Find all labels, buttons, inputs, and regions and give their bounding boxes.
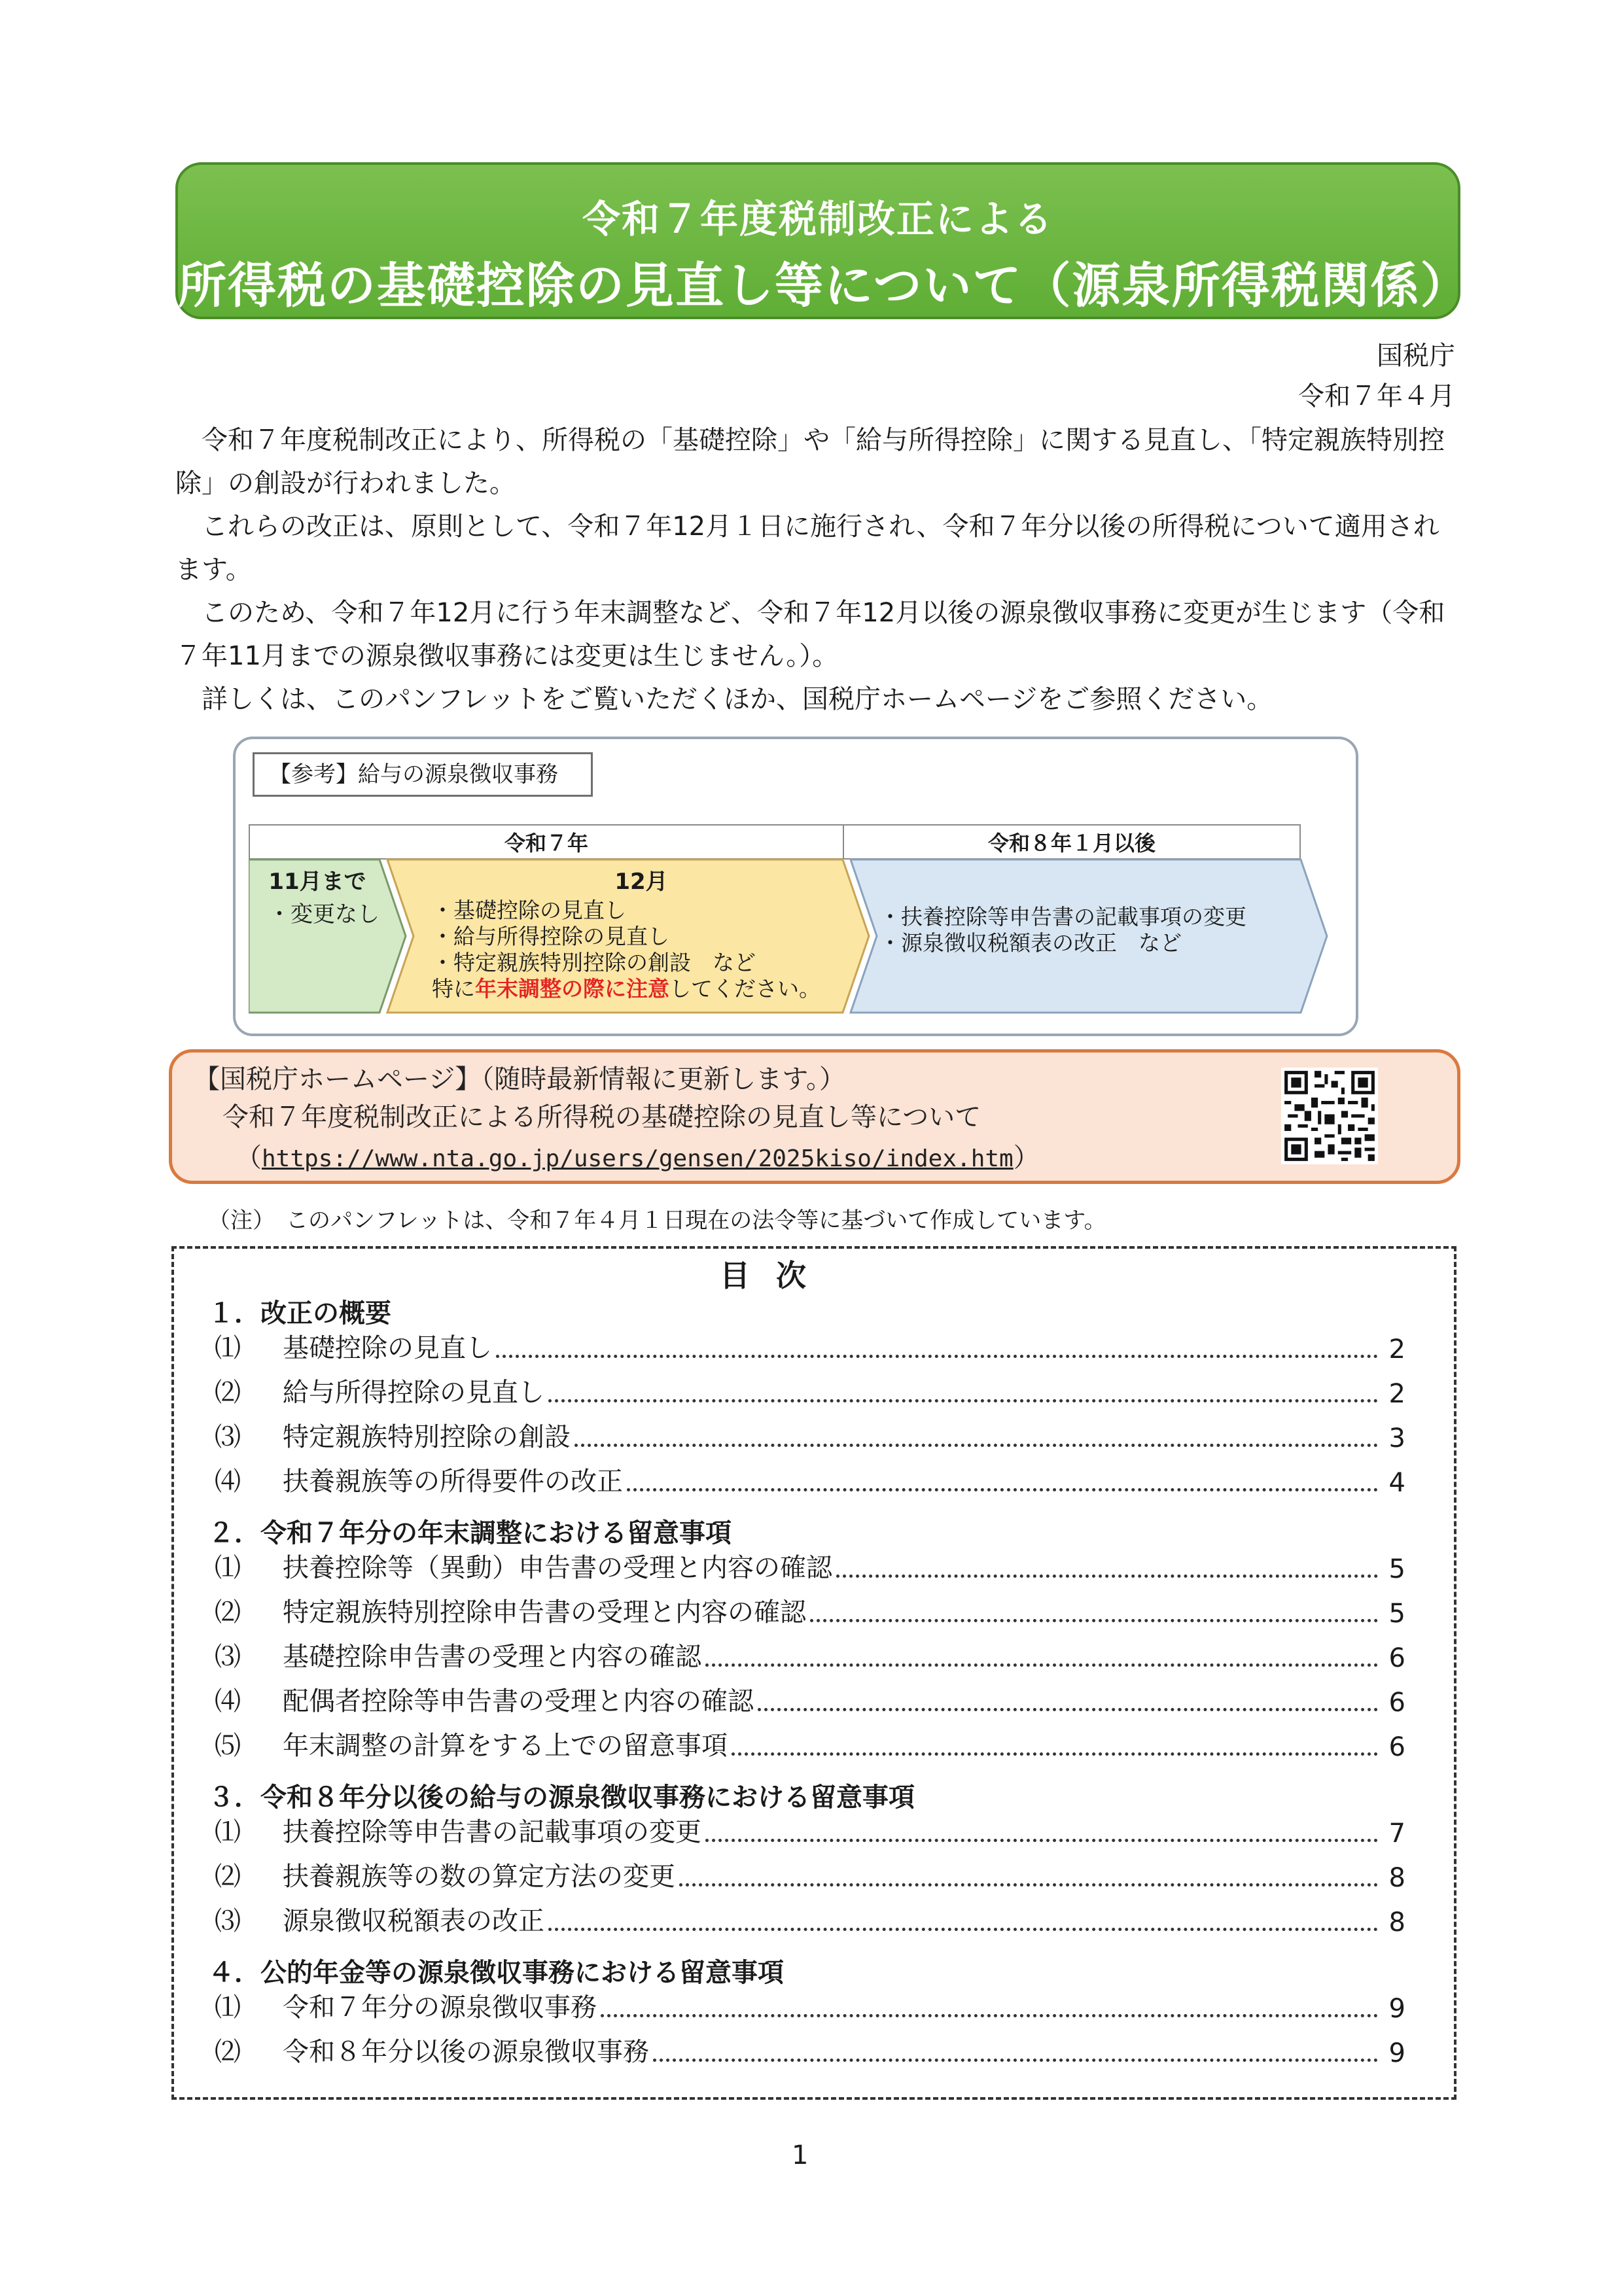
toc-item[interactable] — [215, 2032, 1405, 2068]
nta-link-title[interactable]: 令和７年度税制改正による所得税の基礎控除の見直し等について — [222, 1102, 981, 1132]
toc-section-4-heading: ４．公的年金等の源泉徴収事務における留意事項 — [208, 1958, 784, 1988]
toc-item[interactable] — [215, 1417, 1405, 1453]
toc-item-number: ⑵ — [215, 2037, 241, 2067]
toc-item[interactable] — [215, 1372, 1405, 1409]
toc-item-text: 源泉徴収税額表の改正 — [283, 1906, 544, 1936]
toc-item-text: 基礎控除申告書の受理と内容の確認 — [283, 1642, 701, 1672]
toc-item-text: 令和８年分以後の源泉徴収事務 — [283, 2037, 649, 2067]
dec-note-highlight: 年末調整の際に注意 — [475, 976, 669, 1001]
toc-item-page: 9 — [1388, 1994, 1405, 2024]
dec-item-1: ・基礎控除の見直し — [432, 897, 626, 923]
toc-item-number: ⑸ — [215, 1731, 241, 1761]
toc-item-page: 2 — [1388, 1379, 1405, 1409]
intro-paragraph-2: これらの改正は、原則として、令和７年12月１日に施行され、令和７年分以後の所得税について適用されます。 — [175, 512, 1439, 585]
dec-note — [432, 976, 821, 1002]
toc-item-text: 特定親族特別控除申告書の受理と内容の確認 — [283, 1597, 806, 1627]
toc-item-number: ⑶ — [215, 1422, 241, 1452]
toc-item-number: ⑶ — [215, 1906, 241, 1936]
nov-text: ・変更なし — [268, 901, 380, 928]
qr-code-icon[interactable] — [1281, 1068, 1378, 1164]
toc-item[interactable] — [215, 1726, 1405, 1762]
toc-item-page: 8 — [1388, 1907, 1405, 1938]
toc-title: 目次 — [720, 1258, 832, 1293]
toc-item-page: 6 — [1388, 1643, 1405, 1673]
toc-item-page: 9 — [1388, 2038, 1405, 2068]
toc-item-number: ⑴ — [215, 1817, 241, 1847]
toc-item[interactable] — [215, 1987, 1405, 2024]
toc-item-text: 扶養控除等申告書の記載事項の変更 — [283, 1817, 701, 1847]
toc-leader — [810, 1619, 1378, 1622]
year7-header: 令和７年 — [249, 824, 844, 860]
toc-item-number: ⑵ — [215, 1378, 241, 1408]
intro-paragraph-1: 令和７年度税制改正により、所得税の「基礎控除」や「給与所得控除」に関する見直し、「特定親族特別控除」の創設が行われました。 — [175, 425, 1445, 498]
toc-section-2-heading: ２．令和７年分の年末調整における留意事項 — [208, 1518, 732, 1548]
toc-item-number: ⑷ — [215, 1467, 241, 1497]
issuer: 国税庁 — [1377, 341, 1455, 371]
toc-item-number: ⑴ — [215, 1992, 241, 2023]
toc-item-text: 給与所得控除の見直し — [283, 1378, 544, 1408]
reference-tag: 【参考】給与の源泉徴収事務 — [253, 752, 593, 797]
toc-leader — [732, 1752, 1378, 1756]
title-banner — [175, 162, 1470, 319]
intro-paragraph-3: このため、令和７年12月に行う年末調整など、令和７年12月以後の源泉徴収事務に変更が生じます（令和７年11月までの源泉徴収事務には変更は生じません。）。 — [175, 598, 1445, 671]
toc-leader — [705, 1839, 1378, 1842]
page-number: 1 — [792, 2140, 809, 2170]
toc-item-number: ⑷ — [215, 1686, 241, 1716]
toc-item-text: 特定親族特別控除の創設 — [283, 1422, 571, 1452]
toc-leader — [627, 1488, 1378, 1491]
toc-item-number: ⑶ — [215, 1642, 241, 1672]
note: （注） このパンフレットは、令和７年４月１日現在の法令等に基づいて作成しています。 — [208, 1208, 1106, 1234]
title-line-1: 令和７年度税制改正による — [582, 197, 1053, 241]
dec-item-2: ・給与所得控除の見直し — [432, 924, 669, 949]
toc-item-text: 扶養親族等の所得要件の改正 — [283, 1467, 623, 1497]
toc-item-text: 年末調整の計算をする上での留意事項 — [283, 1731, 728, 1761]
later-item-1: ・扶養控除等申告書の記載事項の変更 — [879, 904, 1246, 930]
toc-leader — [601, 2014, 1378, 2017]
toc-item-page: 6 — [1388, 1688, 1405, 1718]
toc-item-text: 扶養親族等の数の算定方法の変更 — [283, 1862, 675, 1892]
url-close-paren: ） — [1013, 1143, 1040, 1173]
toc-leader — [548, 1928, 1378, 1931]
toc-item[interactable] — [215, 1592, 1405, 1629]
title-line-2: 所得税の基礎控除の見直し等について（源泉所得税関係） — [178, 258, 1470, 314]
toc-item-text: 扶養控除等（異動）申告書の受理と内容の確認 — [283, 1553, 832, 1583]
intro-paragraph-4: 詳しくは、このパンフレットをご覧いただくほか、国税庁ホームページをご参照ください。 — [202, 684, 1273, 714]
toc-leader — [758, 1708, 1378, 1711]
dec-note-before: 特に — [432, 976, 475, 1001]
date: 令和７年４月 — [1298, 381, 1455, 411]
toc-leader — [496, 1355, 1378, 1358]
toc-item-text: 配偶者控除等申告書の受理と内容の確認 — [283, 1686, 754, 1716]
nta-url-line — [236, 1137, 1040, 1174]
toc-item-page: 3 — [1388, 1423, 1405, 1453]
dec-header: 12月 — [614, 869, 668, 895]
toc-item-page: 6 — [1388, 1732, 1405, 1762]
toc-item-number: ⑴ — [215, 1553, 241, 1583]
url-open-paren: （ — [236, 1143, 262, 1173]
toc-leader — [548, 1399, 1378, 1402]
toc-item[interactable] — [215, 1812, 1405, 1849]
year8-header: 令和８年１月以後 — [843, 824, 1301, 860]
later-item-2: ・源泉徴収税額表の改正 など — [879, 930, 1182, 956]
toc-item-number: ⑴ — [215, 1333, 241, 1363]
toc-section-3-heading: ３．令和８年分以後の給与の源泉徴収事務における留意事項 — [208, 1783, 915, 1813]
nov-header: 11月まで — [268, 869, 366, 895]
toc-item-page: 4 — [1388, 1468, 1405, 1498]
toc-leader — [679, 1883, 1378, 1887]
toc-leader — [574, 1444, 1378, 1447]
toc-leader — [705, 1663, 1378, 1667]
nta-url-link[interactable]: https://www.nta.go.jp/users/gensen/2025kiso/index.htm — [262, 1145, 1014, 1172]
toc-item-page: 5 — [1388, 1599, 1405, 1629]
toc-item[interactable] — [215, 1681, 1405, 1718]
toc-leader — [836, 1574, 1378, 1578]
toc-item-number: ⑵ — [215, 1597, 241, 1627]
toc-item-text: 令和７年分の源泉徴収事務 — [283, 1992, 597, 2023]
nta-homepage-label: 【国税庁ホームページ】（随時最新情報に更新します。） — [194, 1064, 845, 1094]
dec-note-after: してください。 — [669, 976, 821, 1001]
toc-item[interactable] — [215, 1856, 1405, 1893]
toc-item-page: 5 — [1388, 1554, 1405, 1584]
toc-item-number: ⑵ — [215, 1862, 241, 1892]
toc-item-page: 2 — [1388, 1334, 1405, 1365]
toc-leader — [653, 2059, 1378, 2062]
toc-item[interactable] — [215, 1461, 1405, 1498]
toc-section-1-heading: １．改正の概要 — [208, 1298, 391, 1329]
toc-item[interactable] — [215, 1901, 1405, 1938]
toc-item[interactable] — [215, 1637, 1405, 1673]
toc-item[interactable] — [215, 1328, 1405, 1365]
toc-item-text: 基礎控除の見直し — [283, 1333, 492, 1363]
toc-item-page: 7 — [1388, 1818, 1405, 1849]
dec-item-3: ・特定親族特別控除の創設 など — [432, 950, 756, 975]
toc-item-page: 8 — [1388, 1863, 1405, 1893]
toc-item[interactable] — [215, 1548, 1405, 1584]
